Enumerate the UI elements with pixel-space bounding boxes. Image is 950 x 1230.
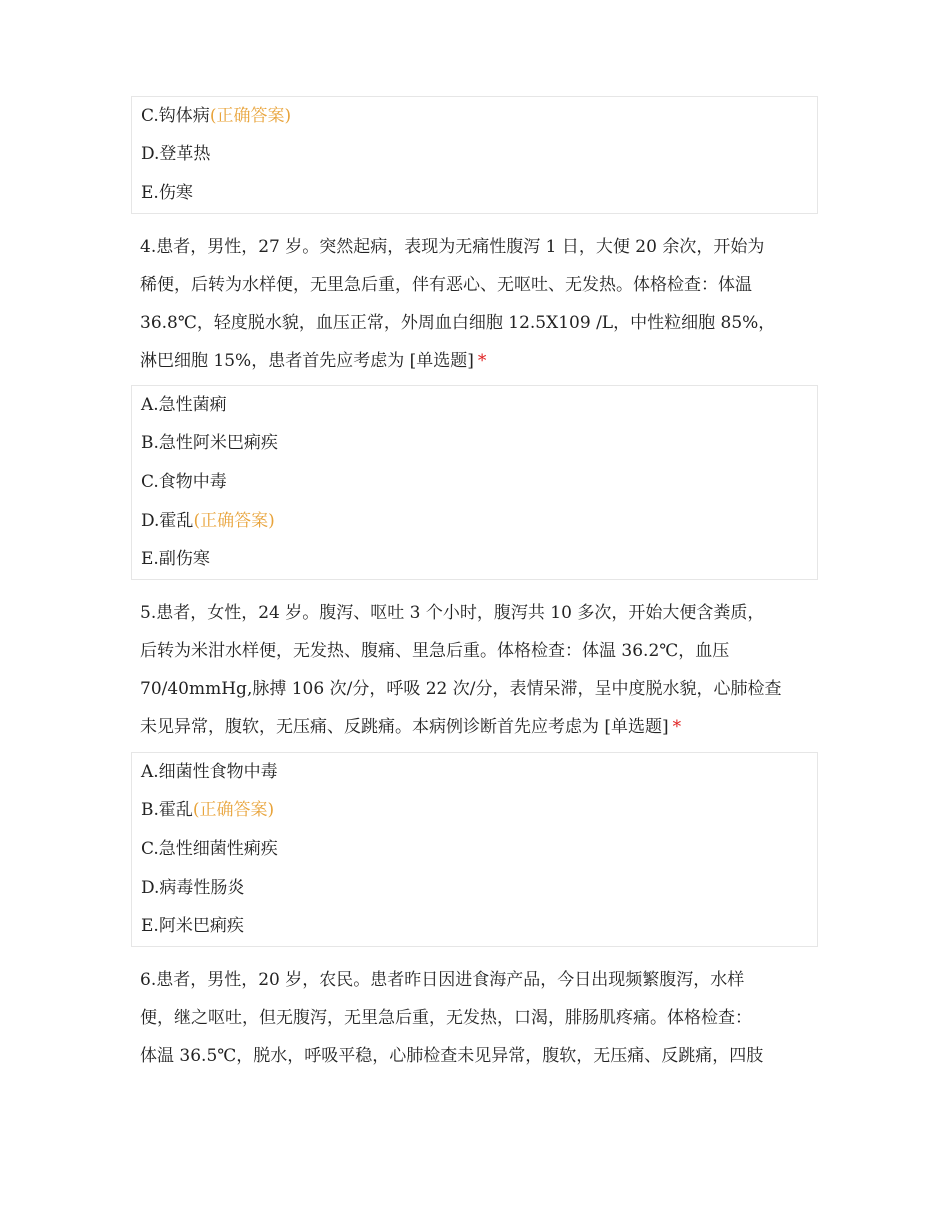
q4-option-d[interactable]: D.霍乱(正确答案): [141, 511, 275, 531]
q3-options-box: [131, 96, 818, 214]
q4-option-e[interactable]: E.副伤寒: [141, 549, 210, 569]
q3-option-d[interactable]: D.登革热: [141, 144, 211, 164]
q5-option-d[interactable]: D.病毒性肠炎: [141, 878, 245, 898]
required-mark: *: [672, 717, 682, 737]
q4-line-1: 4.患者，男性，27 岁。突然起病，表现为无痛性腹泻 1 日，大便 20 余次，开始为: [140, 237, 765, 257]
correct-answer-label: (正确答案): [209, 106, 292, 126]
correct-answer-label: (正确答案): [192, 800, 275, 820]
q5-option-b[interactable]: B.霍乱(正确答案): [141, 800, 275, 820]
q5-line-4: 未见异常，腹软，无压痛、反跳痛。本病例诊断首先应考虑为 [单选题] *: [140, 717, 682, 737]
q6-line-2: 便，继之呕吐，但无腹泻，无里急后重，无发热，口渴，腓肠肌疼痛。体格检查：: [140, 1008, 752, 1028]
q5-option-e[interactable]: E.阿米巴痢疾: [141, 916, 244, 936]
q5-option-a[interactable]: A.细菌性食物中毒: [141, 762, 278, 782]
q5-line-1: 5.患者，女性，24 岁。腹泻、呕吐 3 个小时，腹泻共 10 多次，开始大便含粪质，: [140, 603, 765, 623]
q4-option-a[interactable]: A.急性菌痢: [141, 395, 227, 415]
q4-option-c[interactable]: C.食物中毒: [141, 472, 227, 492]
q4-line-2: 稀便，后转为水样便，无里急后重，伴有恶心、无呕吐、无发热。体格检查：体温: [140, 275, 752, 295]
q5-line-2: 后转为米泔水样便，无发热、腹痛、里急后重。体格检查：体温 36.2℃，血压: [140, 641, 730, 661]
q3-option-c[interactable]: C.钩体病(正确答案): [141, 106, 292, 126]
q4-line-4: 淋巴细胞 15%，患者首先应考虑为 [单选题] *: [140, 351, 487, 371]
q5-line-3: 70/40mmHg,脉搏 106 次/分，呼吸 22 次/分，表情呆滞，呈中度脱水貌，心肺检查: [140, 679, 782, 699]
q4-options-box: [131, 385, 818, 580]
correct-answer-label: (正确答案): [193, 511, 275, 531]
q4-option-b[interactable]: B.急性阿米巴痢疾: [141, 433, 278, 453]
required-mark: *: [477, 351, 487, 371]
q5-options-box: [131, 752, 818, 947]
q3-option-e[interactable]: E.伤寒: [141, 183, 193, 203]
q5-option-c[interactable]: C.急性细菌性痢疾: [141, 839, 278, 859]
q6-line-3: 体温 36.5℃，脱水，呼吸平稳，心肺检查未见异常，腹软，无压痛、反跳痛，四肢: [140, 1046, 764, 1066]
q6-line-1: 6.患者，男性，20 岁，农民。患者昨日因进食海产品，今日出现频繁腹泻，水样: [140, 970, 745, 990]
q4-line-3: 36.8℃，轻度脱水貌，血压正常，外周血白细胞 12.5X109 /L，中性粒细胞 85%，: [140, 313, 776, 333]
